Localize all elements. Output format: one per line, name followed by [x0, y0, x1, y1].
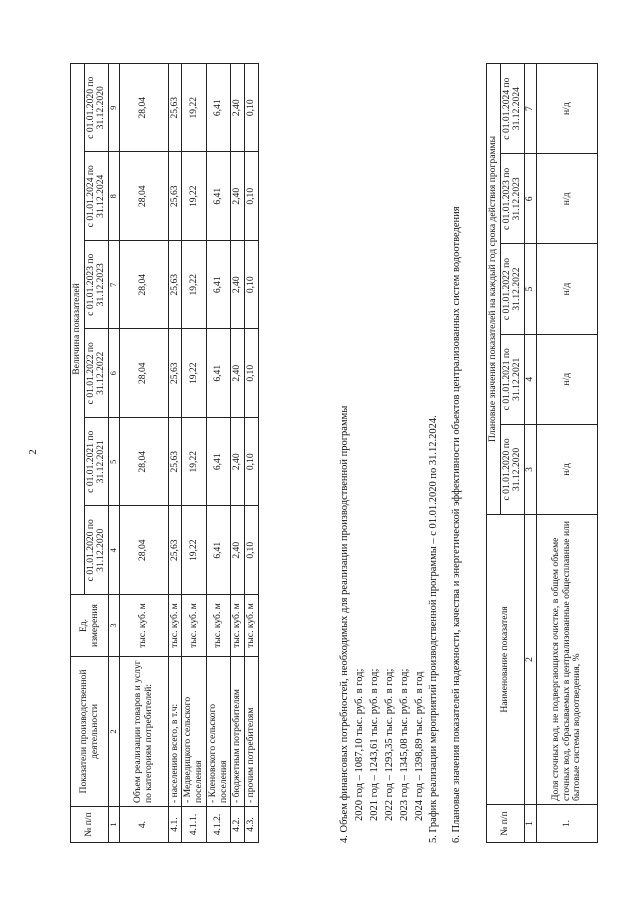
header-name: Наименование показателя: [487, 514, 525, 804]
row-value: 25,63: [168, 329, 182, 418]
table-row: [182, 63, 206, 842]
row-value: 0,10: [245, 63, 259, 152]
index-cell: 8: [109, 152, 120, 241]
row-value: 0,10: [245, 152, 259, 241]
row-value: 2,40: [231, 240, 245, 329]
table1-header-row: [71, 63, 85, 842]
row-value: 2,40: [231, 506, 245, 595]
row-value: 28,04: [119, 63, 168, 152]
item5-schedule: 5. График реализации мероприятий производственной программы – с 01.01.2020 по 31.12.2024.: [428, 414, 440, 843]
row-value: 2,40: [231, 152, 245, 241]
row-value: 6,41: [206, 152, 230, 241]
row-value: 0,10: [245, 417, 259, 506]
row-num: 4.1.1.: [182, 806, 206, 842]
production-indicators-table: [70, 63, 259, 843]
row-value: 6,41: [206, 63, 230, 152]
header-group: Плановые значения показателей на каждый год срока действия программы: [487, 63, 501, 514]
finance-year-line: 2021 год – 1243,61 тыс. руб. в год;: [368, 668, 380, 821]
table-row: [119, 63, 168, 842]
index-cell: 7: [525, 63, 537, 153]
finance-year-line: 2024 год – 1398,89 тыс. руб. в год: [413, 671, 425, 821]
index-cell: 4: [109, 506, 120, 595]
row-value: 2,40: [231, 417, 245, 506]
header-period: с 01.01.2023 по 31.12.2023: [84, 240, 108, 329]
row-value: 6,41: [206, 417, 230, 506]
row-value: 28,04: [119, 240, 168, 329]
table-row: [536, 63, 597, 842]
row-name: Объем реализации товаров и услуг по категориям потребителей:: [119, 656, 168, 806]
program-notes: [338, 63, 465, 843]
row-value: 28,04: [119, 506, 168, 595]
index-cell: 7: [109, 240, 120, 329]
row-value: 6,41: [206, 329, 230, 418]
row-value: 19,22: [182, 329, 206, 418]
finance-year-line: 2022 год – 1293,35 тыс. руб. в год;: [383, 668, 395, 821]
header-period: с 01.01.2022 по 31.12.2022: [500, 243, 524, 333]
index-cell: 4: [525, 334, 537, 424]
item6-title: 6. Плановые значения показателей надежности, качества и энергетической эффективности объектов централизованных систем водоотведения: [451, 205, 463, 843]
row-unit: тыс. куб. м: [245, 594, 259, 656]
header-num: № п/п: [487, 804, 525, 842]
header-values-group: Величина показателей: [71, 63, 85, 594]
row-value: 2,40: [231, 329, 245, 418]
index-cell: 3: [525, 424, 537, 514]
table-row: [245, 63, 259, 842]
row-value: 19,22: [182, 506, 206, 595]
row-value: н/д: [536, 334, 597, 424]
header-indicator: Показатели производственной деятельности: [71, 656, 109, 806]
index-cell: 6: [525, 153, 537, 243]
table-row: [168, 63, 182, 842]
header-num: № п/п: [71, 806, 109, 842]
row-unit: тыс. куб. м: [206, 594, 230, 656]
row-name: - Медведицкого сельского поселения: [182, 656, 206, 806]
row-value: 19,22: [182, 152, 206, 241]
row-name: Доля сточных вод, не подвергающихся очистке, в общем объеме сточных вод, сбрасываемых в централизованные общесплавные или бытовые системы водоотведения, %: [536, 514, 597, 804]
row-num: 4.1.: [168, 806, 182, 842]
row-unit: тыс. куб. м: [231, 594, 245, 656]
row-value: 28,04: [119, 329, 168, 418]
index-cell: 9: [109, 63, 120, 152]
row-unit: тыс. куб. м: [168, 594, 182, 656]
table-row: [206, 63, 230, 842]
row-value: 25,63: [168, 417, 182, 506]
row-name: - бюджетным потребителям: [231, 656, 245, 806]
planned-indicators-table: [486, 63, 598, 843]
header-period: с 01.01.2020 по 31.12.2020: [84, 506, 108, 595]
row-value: 25,63: [168, 506, 182, 595]
row-num: 1.: [536, 804, 597, 842]
index-cell: 3: [109, 594, 120, 656]
row-value: 19,22: [182, 417, 206, 506]
finance-year-line: 2020 год – 1087,10 тыс. руб. в год;: [353, 668, 365, 821]
item4-title: 4. Объем финансовых потребностей, необходимых для реализации производственной программы: [339, 405, 350, 843]
table2-header-row: [487, 63, 501, 842]
row-name: - Кленовского сельского поселения: [206, 656, 230, 806]
table1-index-row: [109, 63, 120, 842]
row-value: н/д: [536, 243, 597, 333]
index-cell: 2: [525, 514, 537, 804]
row-unit: тыс. куб. м: [182, 594, 206, 656]
rotated-page-content: [30, 23, 610, 883]
header-period: с 01.01.2024 по 31.12.2024: [84, 152, 108, 241]
header-period: с 01.01.2020 по 31.12.2020: [500, 424, 524, 514]
row-value: 6,41: [206, 240, 230, 329]
row-value: 0,10: [245, 329, 259, 418]
index-cell: 5: [109, 417, 120, 506]
row-value: 25,63: [168, 240, 182, 329]
header-unit: Ед. измерения: [71, 594, 109, 656]
row-value: 0,10: [245, 240, 259, 329]
row-value: 25,63: [168, 63, 182, 152]
row-num: 4.1.2.: [206, 806, 230, 842]
row-value: н/д: [536, 153, 597, 243]
finance-year-line: 2023 год – 1345,08 тыс. руб. в год;: [398, 668, 410, 821]
row-num: 4.2.: [231, 806, 245, 842]
row-name: - населению всего, в т.ч:: [168, 656, 182, 806]
row-num: 4.3.: [245, 806, 259, 842]
row-value: н/д: [536, 63, 597, 153]
index-cell: 1: [525, 804, 537, 842]
row-value: 25,63: [168, 152, 182, 241]
row-name: - прочим потребителям: [245, 656, 259, 806]
header-period: с 01.01.2023 по 31.12.2023: [500, 153, 524, 243]
row-value: 19,22: [182, 63, 206, 152]
index-cell: 5: [525, 243, 537, 333]
row-value: 19,22: [182, 240, 206, 329]
row-value: н/д: [536, 424, 597, 514]
header-period: с 01.01.2024 по 31.12.2024: [500, 63, 524, 153]
index-cell: 2: [109, 656, 120, 806]
row-unit: тыс. куб. м: [119, 594, 168, 656]
index-cell: 1: [109, 806, 120, 842]
header-period: с 01.01.2021 по 31.12.2021: [84, 417, 108, 506]
page-number: 2: [26, 449, 39, 455]
header-period: с 01.01.2021 по 31.12.2021: [500, 334, 524, 424]
row-value: 2,40: [231, 63, 245, 152]
index-cell: 6: [109, 329, 120, 418]
table2-index-row: [525, 63, 537, 842]
row-value: 0,10: [245, 506, 259, 595]
row-num: 4.: [119, 806, 168, 842]
row-value: 28,04: [119, 152, 168, 241]
table-row: [231, 63, 245, 842]
row-value: 28,04: [119, 417, 168, 506]
header-period: с 01.01.2020 по 31.12.2020: [84, 63, 108, 152]
header-period: с 01.01.2022 по 31.12.2022: [84, 329, 108, 418]
row-value: 6,41: [206, 506, 230, 595]
